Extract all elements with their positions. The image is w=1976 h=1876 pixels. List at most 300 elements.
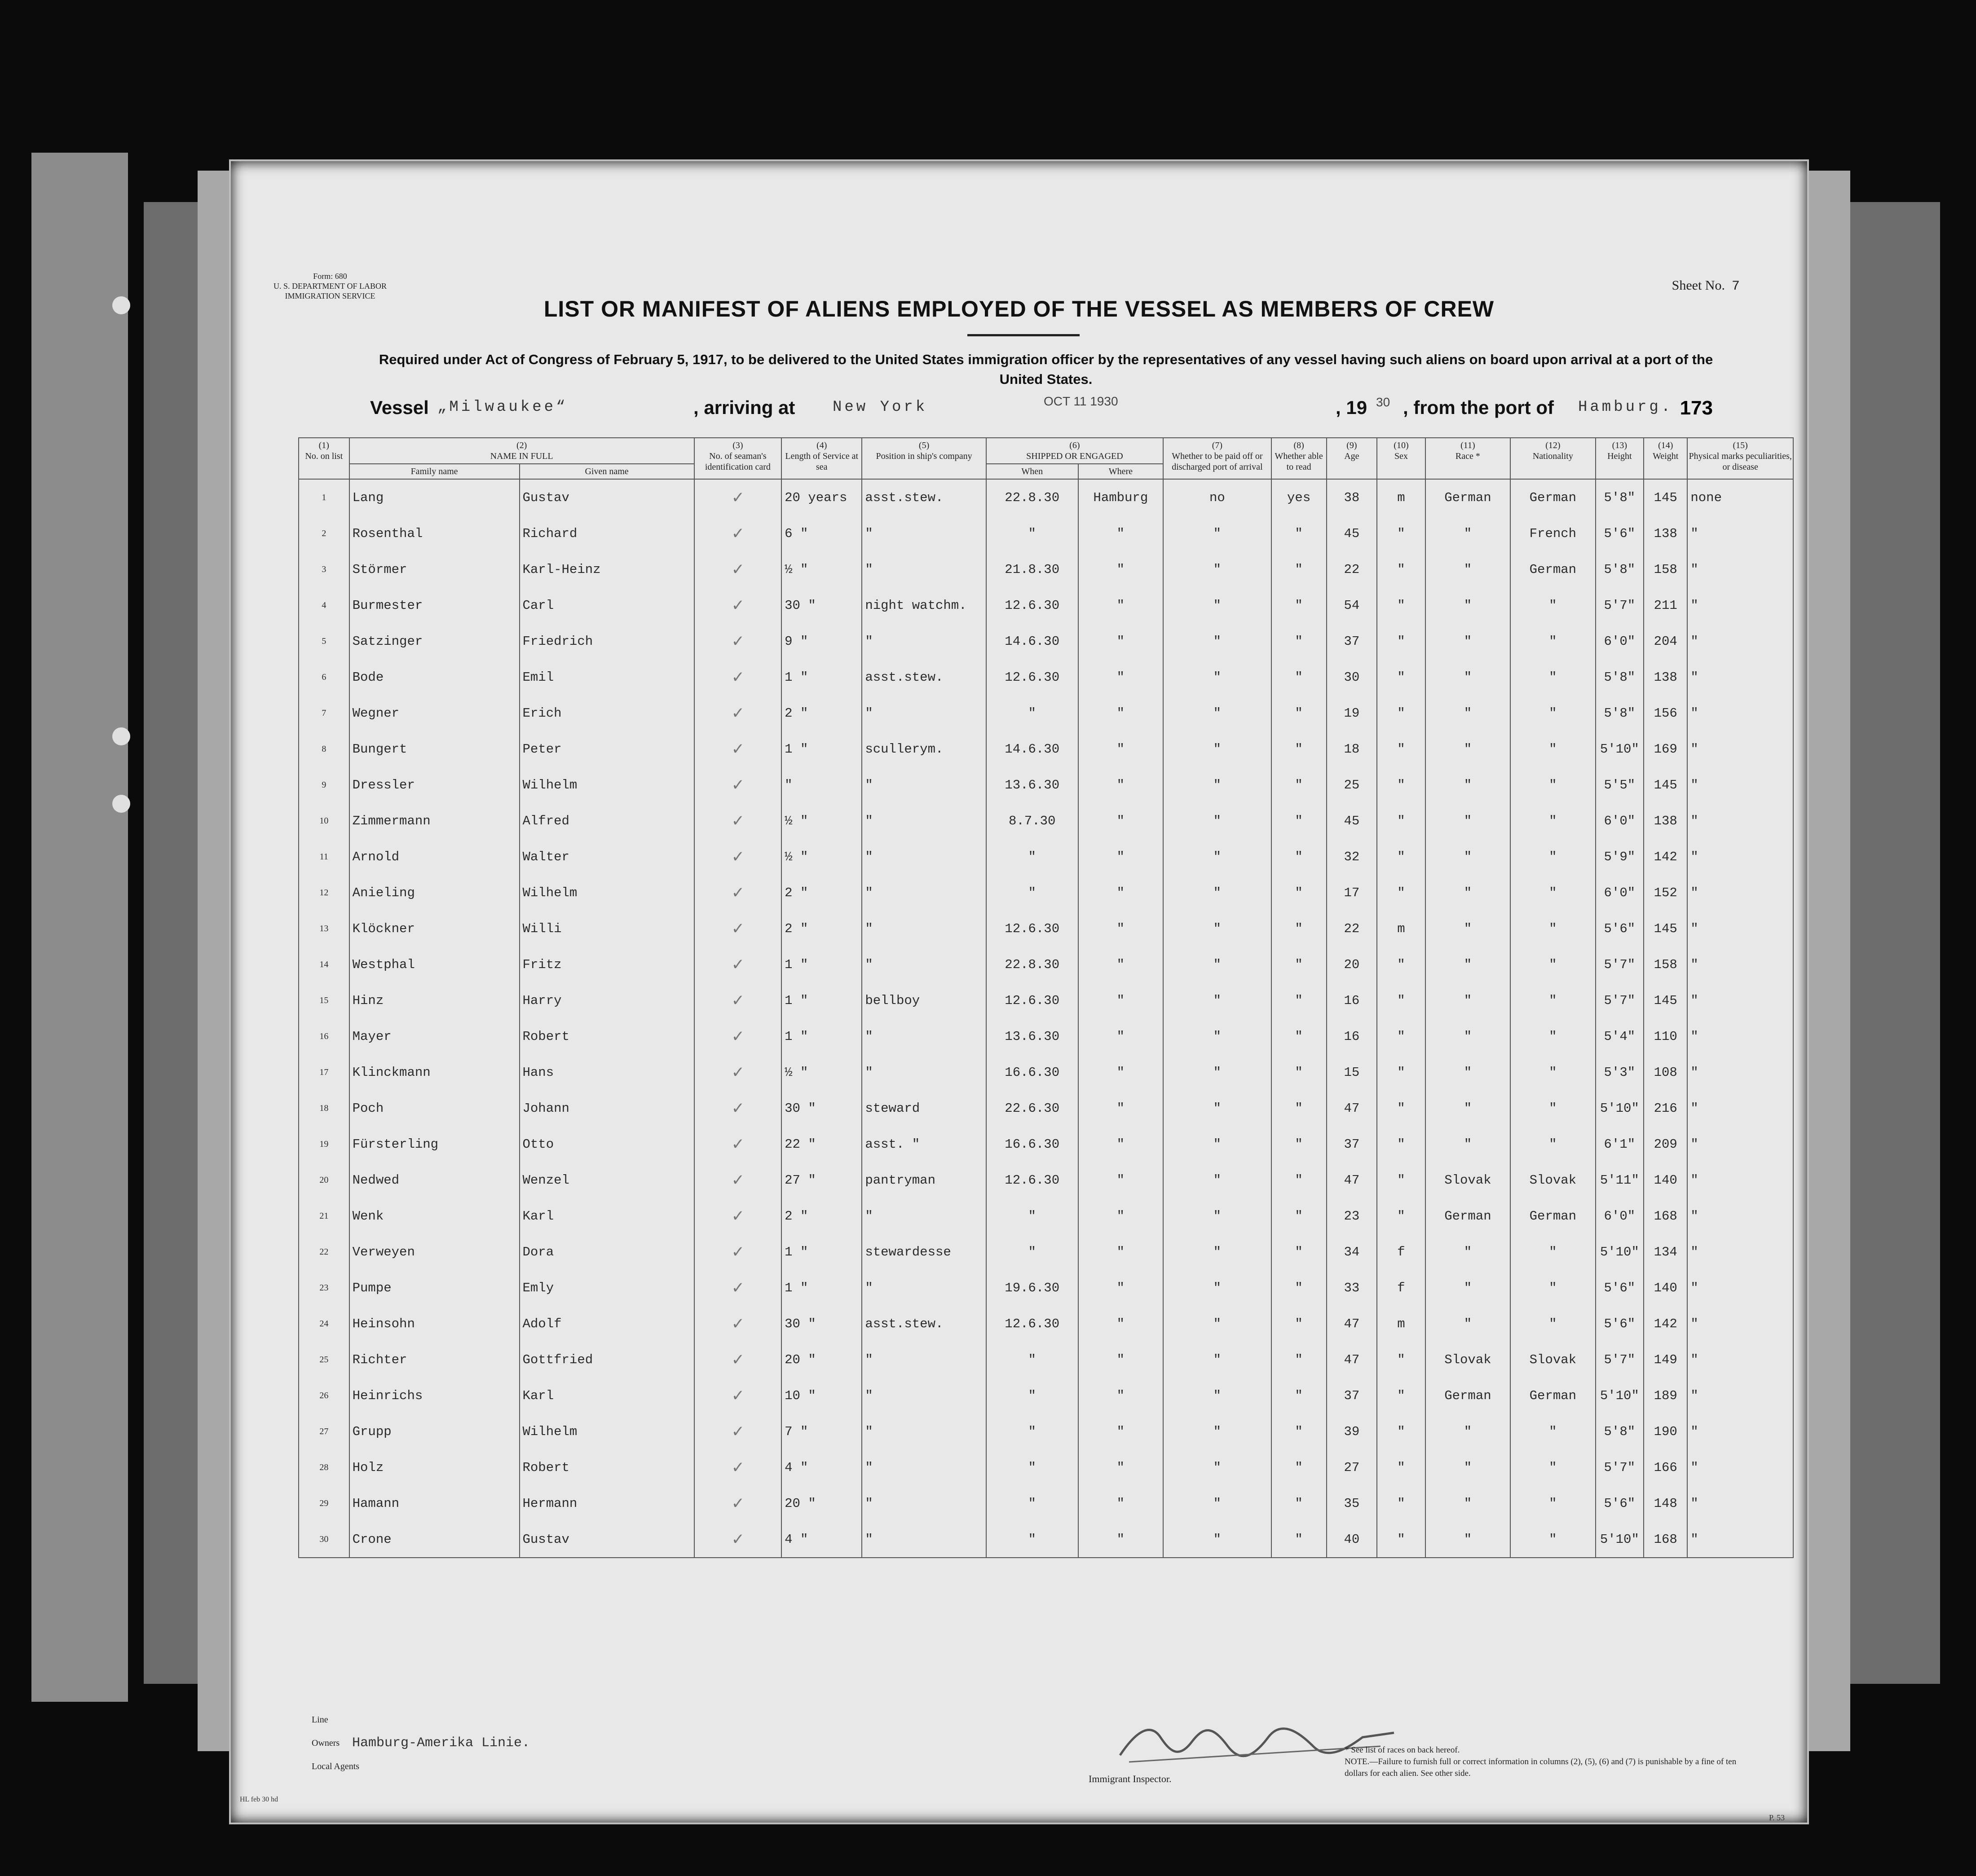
race: German xyxy=(1425,1198,1510,1234)
table-row xyxy=(299,875,1793,911)
nationality: " xyxy=(1510,982,1595,1018)
age: 30 xyxy=(1327,659,1377,695)
row-number: 14 xyxy=(299,947,349,982)
id-card-check: ✓ xyxy=(694,695,782,731)
id-card-check: ✓ xyxy=(694,947,782,982)
table-row xyxy=(299,1414,1793,1449)
shipped-where: " xyxy=(1078,695,1163,731)
nationality: " xyxy=(1510,875,1595,911)
vessel-label: Vessel xyxy=(370,397,429,418)
header-physical-marks: (15) Physical marks peculiarities, or disease xyxy=(1687,438,1793,479)
able-to-read: " xyxy=(1271,587,1327,623)
family-name: Westphal xyxy=(349,947,520,982)
family-name: Nedwed xyxy=(349,1162,520,1198)
shipped-when: 12.6.30 xyxy=(986,1306,1078,1342)
family-name: Hamann xyxy=(349,1485,520,1521)
id-card-check: ✓ xyxy=(694,1342,782,1378)
race: " xyxy=(1425,1306,1510,1342)
table-row xyxy=(299,695,1793,731)
sex: " xyxy=(1377,515,1425,551)
able-to-read: " xyxy=(1271,1126,1327,1162)
shipped-when: 12.6.30 xyxy=(986,982,1078,1018)
given-name: Wilhelm xyxy=(520,1414,694,1449)
shipped-where: " xyxy=(1078,1521,1163,1558)
race: " xyxy=(1425,695,1510,731)
shipped-where: " xyxy=(1078,1485,1163,1521)
height: 5'7" xyxy=(1596,1342,1644,1378)
race: " xyxy=(1425,515,1510,551)
length-of-service: 2 " xyxy=(781,1198,862,1234)
weight: 169 xyxy=(1644,731,1687,767)
paid-off: " xyxy=(1163,803,1271,839)
length-of-service: 20 " xyxy=(781,1485,862,1521)
shipped-where: " xyxy=(1078,1342,1163,1378)
from-port: Hamburg. xyxy=(1578,399,1673,416)
id-card-check: ✓ xyxy=(694,1378,782,1414)
row-number: 20 xyxy=(299,1162,349,1198)
weight: 145 xyxy=(1644,479,1687,515)
position: asst.stew. xyxy=(862,479,986,515)
physical-marks: " xyxy=(1687,1306,1793,1342)
weight: 168 xyxy=(1644,1198,1687,1234)
table-row xyxy=(299,1054,1793,1090)
length-of-service: 30 " xyxy=(781,1306,862,1342)
family-name: Hinz xyxy=(349,982,520,1018)
shipped-when: 12.6.30 xyxy=(986,1162,1078,1198)
id-card-check: ✓ xyxy=(694,1270,782,1306)
able-to-read: " xyxy=(1271,1198,1327,1234)
family-name: Verweyen xyxy=(349,1234,520,1270)
header-height: (13) Height xyxy=(1596,438,1644,479)
race: " xyxy=(1425,1126,1510,1162)
age: 38 xyxy=(1327,479,1377,515)
row-number: 19 xyxy=(299,1126,349,1162)
row-number: 3 xyxy=(299,551,349,587)
weight: 149 xyxy=(1644,1342,1687,1378)
id-card-check: ✓ xyxy=(694,911,782,947)
sex: " xyxy=(1377,1126,1425,1162)
position: " xyxy=(862,1198,986,1234)
owners-value: Hamburg-Amerika Linie. xyxy=(352,1735,530,1751)
id-card-check: ✓ xyxy=(694,875,782,911)
able-to-read: " xyxy=(1271,695,1327,731)
sex: " xyxy=(1377,1521,1425,1558)
height: 5'8" xyxy=(1596,551,1644,587)
from-label: , from the port of xyxy=(1403,397,1554,418)
physical-marks: " xyxy=(1687,623,1793,659)
race: " xyxy=(1425,587,1510,623)
position: " xyxy=(862,911,986,947)
table-row xyxy=(299,1234,1793,1270)
id-card-check: ✓ xyxy=(694,1449,782,1485)
able-to-read: " xyxy=(1271,1521,1327,1558)
family-name: Heinrichs xyxy=(349,1378,520,1414)
position: " xyxy=(862,1054,986,1090)
position: pantryman xyxy=(862,1162,986,1198)
nationality: German xyxy=(1510,1378,1595,1414)
id-card-check: ✓ xyxy=(694,1521,782,1558)
page-code: P. 53 xyxy=(1769,1813,1785,1822)
family-name: Wenk xyxy=(349,1198,520,1234)
nationality: " xyxy=(1510,623,1595,659)
shipped-when: 22.8.30 xyxy=(986,479,1078,515)
paid-off: " xyxy=(1163,1090,1271,1126)
weight: 145 xyxy=(1644,982,1687,1018)
able-to-read: " xyxy=(1271,839,1327,875)
shipped-where: " xyxy=(1078,731,1163,767)
paid-off: " xyxy=(1163,1378,1271,1414)
length-of-service: 20 years xyxy=(781,479,862,515)
paid-off: " xyxy=(1163,551,1271,587)
family-name: Lang xyxy=(349,479,520,515)
race: " xyxy=(1425,623,1510,659)
race: " xyxy=(1425,1018,1510,1054)
footnote-penalty: NOTE.—Failure to furnish full or correct information in columns (2), (5), (6) and (7) is punishable by a fine of ten dollars for each alien. See other side. xyxy=(1345,1757,1737,1778)
weight: 189 xyxy=(1644,1378,1687,1414)
length-of-service: 10 " xyxy=(781,1378,862,1414)
header-no-on-list: (1) No. on list xyxy=(299,438,349,479)
row-number: 6 xyxy=(299,659,349,695)
sex: " xyxy=(1377,803,1425,839)
family-name: Zimmermann xyxy=(349,803,520,839)
position: " xyxy=(862,1342,986,1378)
paid-off: " xyxy=(1163,1126,1271,1162)
race: " xyxy=(1425,947,1510,982)
shipped-where: " xyxy=(1078,1449,1163,1485)
nationality: " xyxy=(1510,1521,1595,1558)
page-title: LIST OR MANIFEST OF ALIENS EMPLOYED OF THE VESSEL AS MEMBERS OF CREW xyxy=(543,296,1495,321)
able-to-read: " xyxy=(1271,623,1327,659)
table-row xyxy=(299,803,1793,839)
family-name: Dressler xyxy=(349,767,520,803)
table-row xyxy=(299,551,1793,587)
physical-marks: " xyxy=(1687,1449,1793,1485)
table-row xyxy=(299,1018,1793,1054)
form-number: Form: 680 xyxy=(313,272,347,281)
age: 22 xyxy=(1327,911,1377,947)
height: 6'0" xyxy=(1596,803,1644,839)
manifest-number: 173 xyxy=(1680,397,1713,419)
shipped-when: 21.8.30 xyxy=(986,551,1078,587)
given-name: Wenzel xyxy=(520,1162,694,1198)
age: 54 xyxy=(1327,587,1377,623)
race: " xyxy=(1425,1485,1510,1521)
given-name: Robert xyxy=(520,1449,694,1485)
table-row xyxy=(299,839,1793,875)
length-of-service: 1 " xyxy=(781,1234,862,1270)
sex: f xyxy=(1377,1270,1425,1306)
age: 45 xyxy=(1327,515,1377,551)
sex: " xyxy=(1377,623,1425,659)
paid-off: " xyxy=(1163,767,1271,803)
position: " xyxy=(862,947,986,982)
length-of-service: 2 " xyxy=(781,911,862,947)
nationality: German xyxy=(1510,1198,1595,1234)
weight: 152 xyxy=(1644,875,1687,911)
sex: m xyxy=(1377,1306,1425,1342)
family-name: Richter xyxy=(349,1342,520,1378)
shipped-when: " xyxy=(986,1234,1078,1270)
row-number: 18 xyxy=(299,1090,349,1126)
given-name: Wilhelm xyxy=(520,767,694,803)
paid-off: " xyxy=(1163,1521,1271,1558)
given-name: Hans xyxy=(520,1054,694,1090)
height: 5'8" xyxy=(1596,479,1644,515)
given-name: Peter xyxy=(520,731,694,767)
paid-off: " xyxy=(1163,1270,1271,1306)
table-row xyxy=(299,1378,1793,1414)
race: " xyxy=(1425,1449,1510,1485)
race: German xyxy=(1425,479,1510,515)
height: 6'0" xyxy=(1596,623,1644,659)
sex: " xyxy=(1377,947,1425,982)
family-name: Heinsohn xyxy=(349,1306,520,1342)
weight: 145 xyxy=(1644,911,1687,947)
physical-marks: " xyxy=(1687,587,1793,623)
shipped-when: 12.6.30 xyxy=(986,587,1078,623)
able-to-read: " xyxy=(1271,551,1327,587)
row-number: 5 xyxy=(299,623,349,659)
service-label: IMMIGRATION SERVICE xyxy=(285,291,375,300)
family-name: Bungert xyxy=(349,731,520,767)
race: German xyxy=(1425,1378,1510,1414)
able-to-read: " xyxy=(1271,803,1327,839)
shipped-when: 22.8.30 xyxy=(986,947,1078,982)
length-of-service: 22 " xyxy=(781,1126,862,1162)
given-name: Wilhelm xyxy=(520,875,694,911)
weight: 204 xyxy=(1644,623,1687,659)
height: 5'10" xyxy=(1596,1234,1644,1270)
header-race: (11) Race * xyxy=(1425,438,1510,479)
shipped-when: 16.6.30 xyxy=(986,1054,1078,1090)
id-card-check: ✓ xyxy=(694,659,782,695)
able-to-read: " xyxy=(1271,982,1327,1018)
physical-marks: " xyxy=(1687,1234,1793,1270)
weight: 209 xyxy=(1644,1126,1687,1162)
height: 5'10" xyxy=(1596,1521,1644,1558)
race: Slovak xyxy=(1425,1162,1510,1198)
table-row xyxy=(299,1090,1793,1126)
position: " xyxy=(862,1521,986,1558)
nationality: " xyxy=(1510,1018,1595,1054)
length-of-service: 1 " xyxy=(781,1270,862,1306)
vessel-name: „Milwaukee“ xyxy=(437,399,568,416)
race: " xyxy=(1425,982,1510,1018)
sex: " xyxy=(1377,767,1425,803)
paid-off: " xyxy=(1163,1485,1271,1521)
row-number: 4 xyxy=(299,587,349,623)
row-number: 2 xyxy=(299,515,349,551)
physical-marks: " xyxy=(1687,1270,1793,1306)
length-of-service: 2 " xyxy=(781,695,862,731)
able-to-read: " xyxy=(1271,515,1327,551)
age: 23 xyxy=(1327,1198,1377,1234)
position: " xyxy=(862,1270,986,1306)
age: 15 xyxy=(1327,1054,1377,1090)
height: 5'8" xyxy=(1596,1414,1644,1449)
position: " xyxy=(862,1378,986,1414)
height: 5'10" xyxy=(1596,731,1644,767)
id-card-check: ✓ xyxy=(694,1306,782,1342)
shipped-where: " xyxy=(1078,1162,1163,1198)
id-card-check: ✓ xyxy=(694,1054,782,1090)
height: 5'3" xyxy=(1596,1054,1644,1090)
given-name: Gottfried xyxy=(520,1342,694,1378)
height: 5'6" xyxy=(1596,1485,1644,1521)
paid-off: " xyxy=(1163,839,1271,875)
table-row xyxy=(299,659,1793,695)
paid-off: " xyxy=(1163,911,1271,947)
id-card-check: ✓ xyxy=(694,1414,782,1449)
table-row xyxy=(299,767,1793,803)
shipped-when: " xyxy=(986,875,1078,911)
shipped-when: 13.6.30 xyxy=(986,767,1078,803)
length-of-service: 4 " xyxy=(781,1449,862,1485)
row-number: 21 xyxy=(299,1198,349,1234)
able-to-read: " xyxy=(1271,1342,1327,1378)
given-name: Willi xyxy=(520,911,694,947)
physical-marks: " xyxy=(1687,875,1793,911)
family-name: Fürsterling xyxy=(349,1126,520,1162)
table-row xyxy=(299,623,1793,659)
position: " xyxy=(862,1414,986,1449)
background-page-left xyxy=(31,153,128,1702)
race: " xyxy=(1425,659,1510,695)
able-to-read: " xyxy=(1271,1414,1327,1449)
table-row xyxy=(299,911,1793,947)
length-of-service: 2 " xyxy=(781,875,862,911)
page-subtitle: Required under Act of Congress of February 5, 1917, to be delivered to the United States immigration officer by the representatives of any vessel having such aliens on board upon arrival at a port of the United States. xyxy=(379,352,1713,387)
given-name: Emly xyxy=(520,1270,694,1306)
nationality: " xyxy=(1510,947,1595,982)
row-number: 30 xyxy=(299,1521,349,1558)
shipped-when: " xyxy=(986,1378,1078,1414)
manifest-sheet xyxy=(229,159,1809,1824)
race: " xyxy=(1425,1414,1510,1449)
position: asst. " xyxy=(862,1126,986,1162)
shipped-where: " xyxy=(1078,1126,1163,1162)
id-card-check: ✓ xyxy=(694,623,782,659)
weight: 142 xyxy=(1644,839,1687,875)
punch-hole xyxy=(112,795,130,813)
header-sex: (10) Sex xyxy=(1377,438,1425,479)
row-number: 8 xyxy=(299,731,349,767)
table-row xyxy=(299,1521,1793,1558)
family-name: Arnold xyxy=(349,839,520,875)
shipped-where: " xyxy=(1078,1018,1163,1054)
length-of-service: 4 " xyxy=(781,1521,862,1558)
age: 16 xyxy=(1327,982,1377,1018)
manifest-footer xyxy=(240,1706,1794,1822)
length-of-service: ½ " xyxy=(781,1054,862,1090)
given-name: Friedrich xyxy=(520,623,694,659)
age: 45 xyxy=(1327,803,1377,839)
able-to-read: " xyxy=(1271,1234,1327,1270)
length-of-service: 1 " xyxy=(781,1018,862,1054)
footnote-races: * See list of races on back hereof. xyxy=(1345,1745,1460,1755)
shipped-when: " xyxy=(986,1521,1078,1558)
paid-off: " xyxy=(1163,731,1271,767)
position: " xyxy=(862,551,986,587)
family-name: Poch xyxy=(349,1090,520,1126)
paid-off: " xyxy=(1163,1414,1271,1449)
physical-marks: " xyxy=(1687,515,1793,551)
header-id-card: (3) No. of seaman's identification card xyxy=(694,438,782,479)
sheet-label: Sheet No. xyxy=(1672,278,1725,293)
physical-marks: " xyxy=(1687,1378,1793,1414)
id-card-check: ✓ xyxy=(694,1126,782,1162)
age: 39 xyxy=(1327,1414,1377,1449)
sex: " xyxy=(1377,695,1425,731)
physical-marks: " xyxy=(1687,767,1793,803)
race: " xyxy=(1425,911,1510,947)
given-name: Karl xyxy=(520,1198,694,1234)
age: 16 xyxy=(1327,1018,1377,1054)
length-of-service: 30 " xyxy=(781,1090,862,1126)
able-to-read: " xyxy=(1271,659,1327,695)
sex: " xyxy=(1377,1414,1425,1449)
paid-off: " xyxy=(1163,1162,1271,1198)
length-of-service: ½ " xyxy=(781,839,862,875)
shipped-where: " xyxy=(1078,587,1163,623)
row-number: 28 xyxy=(299,1449,349,1485)
paid-off: " xyxy=(1163,1342,1271,1378)
given-name: Dora xyxy=(520,1234,694,1270)
height: 5'6" xyxy=(1596,911,1644,947)
row-number: 11 xyxy=(299,839,349,875)
race: " xyxy=(1425,839,1510,875)
weight: 211 xyxy=(1644,587,1687,623)
age: 22 xyxy=(1327,551,1377,587)
length-of-service: ½ " xyxy=(781,551,862,587)
height: 5'10" xyxy=(1596,1090,1644,1126)
family-name: Satzinger xyxy=(349,623,520,659)
weight: 140 xyxy=(1644,1162,1687,1198)
shipped-where: " xyxy=(1078,875,1163,911)
sex: " xyxy=(1377,1090,1425,1126)
physical-marks: " xyxy=(1687,982,1793,1018)
family-name: Holz xyxy=(349,1449,520,1485)
row-number: 16 xyxy=(299,1018,349,1054)
family-name: Wegner xyxy=(349,695,520,731)
paid-off: no xyxy=(1163,479,1271,515)
height: 5'4" xyxy=(1596,1018,1644,1054)
physical-marks: " xyxy=(1687,1521,1793,1558)
race: " xyxy=(1425,1090,1510,1126)
table-row xyxy=(299,587,1793,623)
physical-marks: " xyxy=(1687,1018,1793,1054)
department-label: U. S. DEPARTMENT OF LABOR xyxy=(273,282,387,291)
crew-rows xyxy=(299,479,1793,1558)
shipped-when: 19.6.30 xyxy=(986,1270,1078,1306)
shipped-when: " xyxy=(986,839,1078,875)
given-name: Adolf xyxy=(520,1306,694,1342)
race: " xyxy=(1425,767,1510,803)
length-of-service: 1 " xyxy=(781,947,862,982)
physical-marks: " xyxy=(1687,1054,1793,1090)
nationality: Slovak xyxy=(1510,1342,1595,1378)
shipped-where: " xyxy=(1078,947,1163,982)
shipped-where: " xyxy=(1078,1270,1163,1306)
column-numbers-row xyxy=(299,438,1793,464)
physical-marks: " xyxy=(1687,911,1793,947)
id-card-check: ✓ xyxy=(694,982,782,1018)
position: asst.stew. xyxy=(862,1306,986,1342)
given-name: Fritz xyxy=(520,947,694,982)
family-name: Grupp xyxy=(349,1414,520,1449)
family-name: Burmester xyxy=(349,587,520,623)
nationality: " xyxy=(1510,839,1595,875)
